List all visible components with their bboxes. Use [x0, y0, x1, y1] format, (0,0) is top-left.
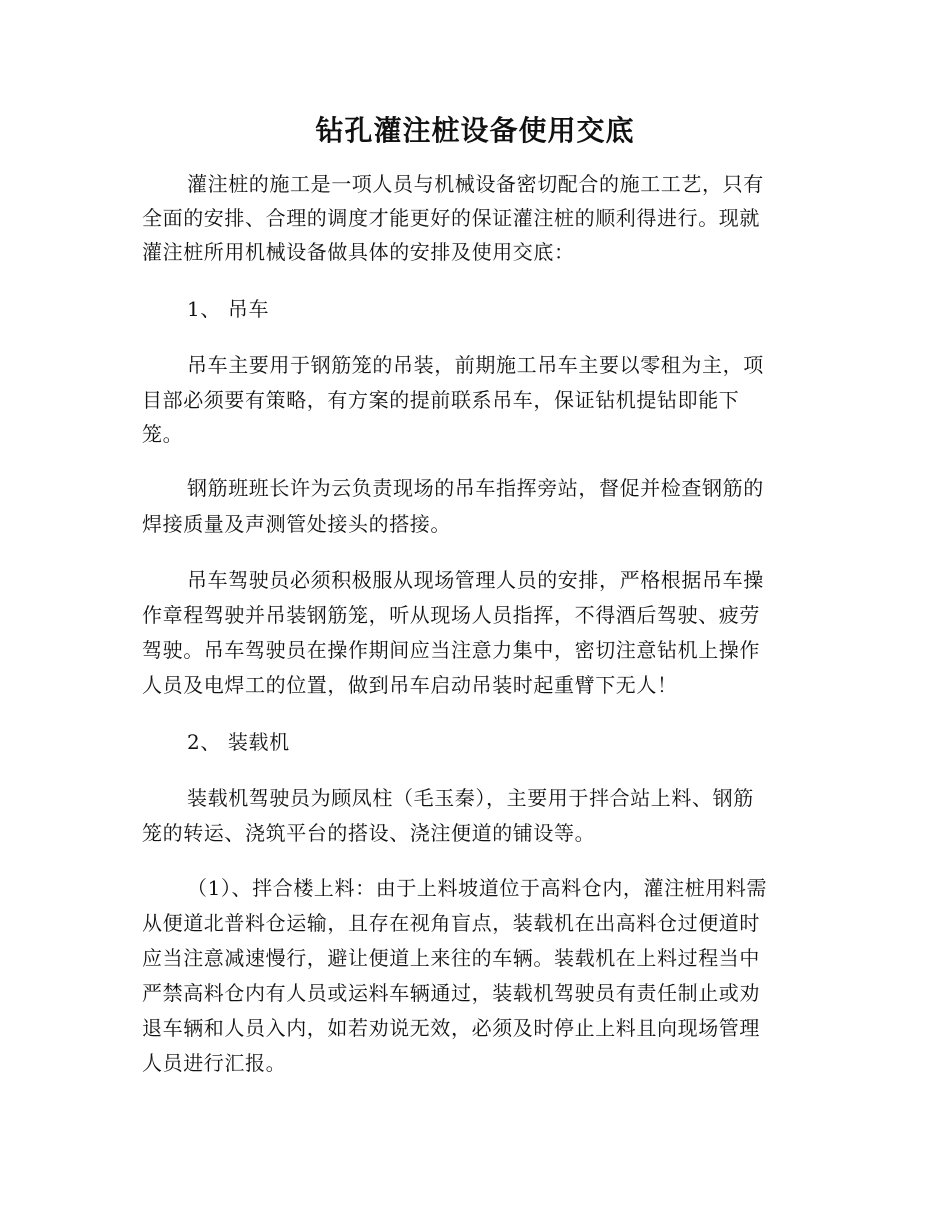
paragraph-3-line-1: 焊接质量及声测管处接头的搭接。 [142, 512, 451, 536]
paragraph-3-line-0: 钢筋班班长许为云负责现场的吊车指挥旁站，督促并检查钢筋的 [187, 476, 764, 500]
paragraph-4-line-1: 作章程驾驶并吊装钢筋笼，听从现场人员指挥，不得酒后驾驶、疲劳 [142, 603, 760, 627]
paragraph-7-line-0: （1）、拌合楼上料：由于上料坡道位于高料仓内，灌注桩用料需 [187, 876, 768, 900]
paragraph-0-line-1: 全面的安排、合理的调度才能更好的保证灌注桩的顺利得进行。现就 [142, 206, 760, 230]
paragraph-6-line-0: 装载机驾驶员为顾凤柱（毛玉秦），主要用于拌合站上料、钢筋 [187, 786, 754, 810]
paragraph-7-line-1: 从便道北普料仓运输，且存在视角盲点，装载机在出高料仓过便道时 [142, 911, 760, 935]
section-heading-1: 1、 吊车 [187, 297, 270, 321]
paragraph-6-line-1: 笼的转运、浇筑平台的搭设、浇注便道的铺设等。 [142, 821, 596, 845]
paragraph-0-line-0: 灌注桩的施工是一项人员与机械设备密切配合的施工工艺，只有 [187, 172, 764, 196]
paragraph-7-line-2: 应当注意减速慢行，避让便道上来往的车辆。装载机在上料过程当中 [142, 946, 760, 970]
paragraph-0-line-2: 灌注桩所用机械设备做具体的安排及使用交底： [142, 240, 575, 264]
paragraph-4-line-0: 吊车驾驶员必须积极服从现场管理人员的安排，严格根据吊车操 [187, 568, 764, 592]
paragraph-7-line-3: 严禁高料仓内有人员或运料车辆通过，装载机驾驶员有责任制止或劝 [142, 981, 760, 1005]
paragraph-2-line-0: 吊车主要用于钢筋笼的吊装，前期施工吊车主要以零租为主，项 [187, 353, 764, 377]
section-heading-2: 2、 装载机 [187, 730, 290, 754]
paragraph-7-line-5: 人员进行汇报。 [142, 1051, 287, 1075]
document-title: 钻孔灌注桩设备使用交底 [315, 114, 635, 147]
paragraph-4-line-3: 人员及电焊工的位置，做到吊车启动吊装时起重臂下无人！ [142, 673, 678, 697]
paragraph-4-line-2: 驾驶。吊车驾驶员在操作期间应当注意力集中，密切注意钻机上操作 [142, 638, 760, 662]
paragraph-2-line-1: 目部必须要有策略，有方案的提前联系吊车，保证钻机提钻即能下 [142, 388, 740, 412]
paragraph-7-line-4: 退车辆和人员入内，如若劝说无效，必须及时停止上料且向现场管理 [142, 1016, 760, 1040]
paragraph-2-line-2: 笼。 [142, 422, 184, 446]
